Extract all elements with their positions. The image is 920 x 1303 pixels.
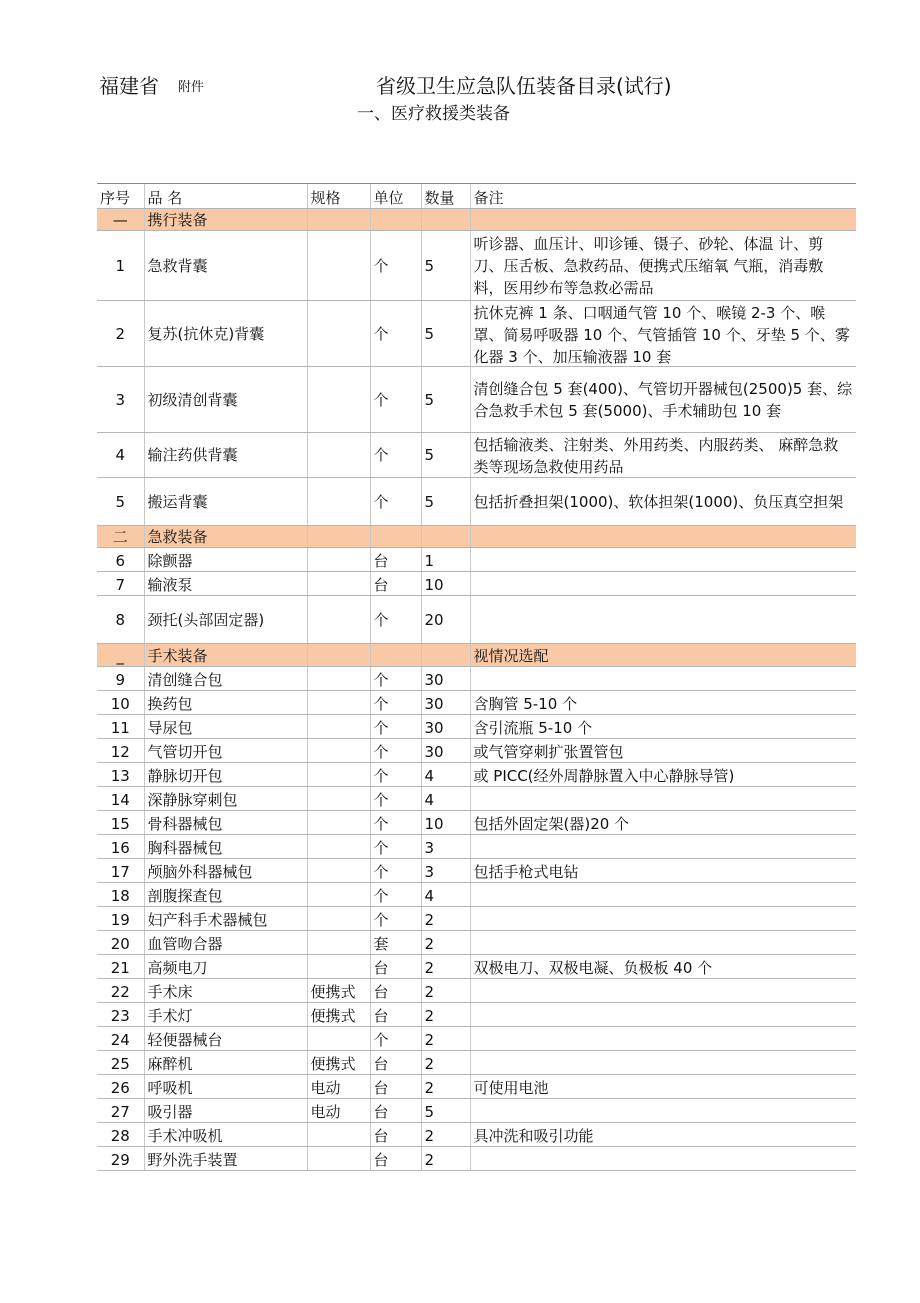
cell-note	[470, 526, 856, 548]
cell-spec: 电动	[307, 1099, 370, 1123]
cell-unit: 个	[370, 715, 421, 739]
cell-unit: 个	[370, 883, 421, 907]
table-row	[97, 811, 856, 835]
cell-note	[470, 433, 856, 478]
table-row	[97, 787, 856, 811]
cell-name: 搬运背囊	[144, 478, 307, 526]
cell-no: 11	[97, 715, 144, 739]
cell-name: 麻醉机	[144, 1051, 307, 1075]
cell-spec: 便携式	[307, 1051, 370, 1075]
cell-spec	[307, 478, 370, 526]
table-row	[97, 739, 856, 763]
cell-unit: 台	[370, 572, 421, 596]
cell-note	[470, 979, 856, 1003]
cell-spec	[307, 644, 370, 667]
column-header-note: 备注	[470, 184, 856, 209]
cell-note	[470, 209, 856, 231]
cell-qty: 2	[421, 1147, 470, 1171]
cell-name: 输液泵	[144, 572, 307, 596]
cell-spec	[307, 572, 370, 596]
cell-name: 气管切开包	[144, 739, 307, 763]
cell-spec	[307, 367, 370, 433]
cell-note	[470, 478, 856, 526]
cell-note: 含引流瓶 5-10 个	[470, 715, 856, 739]
cell-qty: 3	[421, 835, 470, 859]
cell-name: 颈托(头部固定器)	[144, 596, 307, 644]
cell-unit: 台	[370, 955, 421, 979]
cell-qty: 5	[421, 231, 470, 301]
cell-no: 8	[97, 596, 144, 644]
cell-no: 2	[97, 301, 144, 367]
cell-note	[470, 231, 856, 301]
column-header-spec: 规格	[307, 184, 370, 209]
table-row	[97, 478, 856, 526]
cell-unit: 个	[370, 1027, 421, 1051]
cell-spec: 便携式	[307, 979, 370, 1003]
cell-name: 轻便器械台	[144, 1027, 307, 1051]
cell-unit: 个	[370, 739, 421, 763]
cell-no: 3	[97, 367, 144, 433]
cell-no: 12	[97, 739, 144, 763]
cell-note	[470, 1027, 856, 1051]
cell-spec	[307, 691, 370, 715]
cell-note: 含胸管 5-10 个	[470, 691, 856, 715]
table-row	[97, 907, 856, 931]
cell-note	[470, 1003, 856, 1027]
cell-spec	[307, 931, 370, 955]
column-header-no: 序号	[97, 184, 144, 209]
cell-qty: 2	[421, 931, 470, 955]
cell-qty: 5	[421, 367, 470, 433]
cell-spec	[307, 667, 370, 691]
cell-no: 27	[97, 1099, 144, 1123]
table-row	[97, 1147, 856, 1171]
cell-spec	[307, 596, 370, 644]
cell-name: 急救装备	[144, 526, 307, 548]
cell-no: 10	[97, 691, 144, 715]
cell-note: 具冲洗和吸引功能	[470, 1123, 856, 1147]
cell-unit: 个	[370, 907, 421, 931]
cell-name: 急救背囊	[144, 231, 307, 301]
cell-qty: 2	[421, 1051, 470, 1075]
cell-qty: 2	[421, 955, 470, 979]
note-text: 包括折叠担架(1000)、软体担架(1000)、负压真空担架	[473, 492, 844, 511]
cell-name: 剖腹探查包	[144, 883, 307, 907]
cell-no: 23	[97, 1003, 144, 1027]
cell-note	[470, 367, 856, 433]
cell-spec	[307, 859, 370, 883]
column-header-qty: 数量	[421, 184, 470, 209]
cell-no: 17	[97, 859, 144, 883]
cell-unit	[370, 209, 421, 231]
cell-spec	[307, 835, 370, 859]
cell-name: 携行装备	[144, 209, 307, 231]
table-row	[97, 301, 856, 367]
cell-name: 手术装备	[144, 644, 307, 667]
cell-spec	[307, 739, 370, 763]
table-row	[97, 572, 856, 596]
cell-qty: 10	[421, 572, 470, 596]
cell-name: 呼吸机	[144, 1075, 307, 1099]
cell-spec	[307, 433, 370, 478]
cell-name: 野外洗手装置	[144, 1147, 307, 1171]
table-row	[97, 931, 856, 955]
note-text: 抗休克裤 1 条、口咽通气管 10 个、喉镜 2-3 个、喉罩、简易呼吸器 10 个、气管插管 10 个、牙垫 5 个、雾化器 3 个、加压输液器 10 套	[473, 303, 850, 366]
section-row	[97, 644, 856, 667]
cell-qty: 4	[421, 883, 470, 907]
cell-no: 二	[97, 526, 144, 548]
cell-no: —	[97, 209, 144, 231]
cell-note: 或 PICC(经外周静脉置入中心静脉导管)	[470, 763, 856, 787]
cell-note	[470, 572, 856, 596]
cell-qty: 2	[421, 1123, 470, 1147]
cell-qty: 5	[421, 433, 470, 478]
cell-name: 静脉切开包	[144, 763, 307, 787]
cell-note: 或气管穿刺扩张置管包	[470, 739, 856, 763]
cell-name: 胸科器械包	[144, 835, 307, 859]
cell-qty: 4	[421, 763, 470, 787]
cell-no: _	[97, 644, 144, 667]
table-row	[97, 433, 856, 478]
cell-name: 清创缝合包	[144, 667, 307, 691]
cell-unit: 个	[370, 478, 421, 526]
table-row	[97, 691, 856, 715]
cell-qty: 2	[421, 1075, 470, 1099]
cell-qty: 2	[421, 1003, 470, 1027]
cell-name: 血管吻合器	[144, 931, 307, 955]
table-row	[97, 548, 856, 572]
cell-note: 双极电刀、双极电凝、负极板 40 个	[470, 955, 856, 979]
cell-spec	[307, 787, 370, 811]
cell-spec	[307, 1123, 370, 1147]
cell-name: 手术床	[144, 979, 307, 1003]
cell-note: 可使用电池	[470, 1075, 856, 1099]
cell-no: 28	[97, 1123, 144, 1147]
cell-spec	[307, 763, 370, 787]
cell-unit: 个	[370, 859, 421, 883]
cell-qty: 10	[421, 811, 470, 835]
cell-name: 吸引器	[144, 1099, 307, 1123]
cell-unit: 个	[370, 231, 421, 301]
cell-note	[470, 907, 856, 931]
cell-unit: 套	[370, 931, 421, 955]
cell-no: 18	[97, 883, 144, 907]
table-row	[97, 231, 856, 301]
cell-unit: 个	[370, 835, 421, 859]
cell-name: 导尿包	[144, 715, 307, 739]
table-row	[97, 835, 856, 859]
cell-note	[470, 835, 856, 859]
cell-unit	[370, 644, 421, 667]
cell-spec	[307, 715, 370, 739]
cell-note: 包括手枪式电钻	[470, 859, 856, 883]
cell-unit: 台	[370, 548, 421, 572]
note-text: 清创缝合包 5 套(400)、气管切开器械包(2500)5 套、综合急救手术包 5 套(5000)、手术辅助包 10 套	[473, 379, 853, 420]
cell-note	[470, 931, 856, 955]
cell-no: 1	[97, 231, 144, 301]
section-subtitle: 一、医疗救援类装备	[357, 104, 510, 124]
table-row	[97, 1099, 856, 1123]
cell-unit: 台	[370, 1003, 421, 1027]
cell-spec: 便携式	[307, 1003, 370, 1027]
cell-name: 高频电刀	[144, 955, 307, 979]
section-row	[97, 209, 856, 231]
province-label: 福建省	[99, 74, 159, 98]
cell-note: 包括外固定架(器)20 个	[470, 811, 856, 835]
cell-unit: 个	[370, 763, 421, 787]
cell-note	[470, 596, 856, 644]
cell-unit: 个	[370, 691, 421, 715]
table-row	[97, 1003, 856, 1027]
cell-note: 视情况选配	[470, 644, 856, 667]
table-row	[97, 859, 856, 883]
table-row	[97, 883, 856, 907]
table-row	[97, 763, 856, 787]
table-row	[97, 667, 856, 691]
cell-name: 换药包	[144, 691, 307, 715]
cell-qty: 20	[421, 596, 470, 644]
cell-unit	[370, 526, 421, 548]
cell-qty: 1	[421, 548, 470, 572]
cell-spec	[307, 231, 370, 301]
cell-unit: 台	[370, 1051, 421, 1075]
cell-name: 妇产科手术器械包	[144, 907, 307, 931]
equipment-table	[97, 183, 856, 1171]
cell-note	[470, 1051, 856, 1075]
cell-unit: 台	[370, 1075, 421, 1099]
cell-note	[470, 883, 856, 907]
cell-name: 深静脉穿刺包	[144, 787, 307, 811]
table-row	[97, 979, 856, 1003]
cell-spec	[307, 1147, 370, 1171]
cell-unit: 个	[370, 596, 421, 644]
cell-spec	[307, 883, 370, 907]
cell-unit: 台	[370, 1147, 421, 1171]
cell-spec	[307, 301, 370, 367]
cell-no: 24	[97, 1027, 144, 1051]
table-row	[97, 1123, 856, 1147]
cell-qty: 30	[421, 667, 470, 691]
cell-qty: 2	[421, 979, 470, 1003]
cell-spec	[307, 209, 370, 231]
cell-name: 手术灯	[144, 1003, 307, 1027]
cell-unit: 台	[370, 1099, 421, 1123]
cell-unit: 台	[370, 1123, 421, 1147]
column-header-unit: 单位	[370, 184, 421, 209]
section-row	[97, 526, 856, 548]
column-header-name: 品 名	[144, 184, 307, 209]
cell-no: 5	[97, 478, 144, 526]
cell-spec	[307, 955, 370, 979]
cell-unit: 个	[370, 367, 421, 433]
cell-no: 19	[97, 907, 144, 931]
table-row	[97, 955, 856, 979]
cell-name: 输注药供背囊	[144, 433, 307, 478]
note-text: 包括输液类、注射类、外用药类、内服药类、 麻醉急救类等现场急救使用药品	[473, 435, 839, 476]
cell-spec	[307, 548, 370, 572]
cell-qty: 2	[421, 1027, 470, 1051]
cell-note	[470, 301, 856, 367]
cell-no: 21	[97, 955, 144, 979]
cell-note	[470, 548, 856, 572]
cell-unit: 台	[370, 979, 421, 1003]
attachment-label: 附件	[178, 80, 205, 95]
cell-qty	[421, 644, 470, 667]
cell-qty: 5	[421, 1099, 470, 1123]
cell-name: 除颤器	[144, 548, 307, 572]
cell-qty	[421, 209, 470, 231]
cell-note	[470, 787, 856, 811]
cell-no: 15	[97, 811, 144, 835]
cell-no: 20	[97, 931, 144, 955]
cell-qty: 30	[421, 715, 470, 739]
cell-name: 骨科器械包	[144, 811, 307, 835]
table-row	[97, 596, 856, 644]
cell-qty: 5	[421, 478, 470, 526]
cell-no: 29	[97, 1147, 144, 1171]
page-title: 省级卫生应急队伍装备目录(试行)	[376, 74, 672, 98]
cell-spec	[307, 1027, 370, 1051]
cell-no: 26	[97, 1075, 144, 1099]
cell-spec	[307, 907, 370, 931]
cell-name: 初级清创背囊	[144, 367, 307, 433]
cell-no: 25	[97, 1051, 144, 1075]
cell-unit: 个	[370, 667, 421, 691]
cell-name: 颅脑外科器械包	[144, 859, 307, 883]
cell-note	[470, 667, 856, 691]
cell-spec	[307, 811, 370, 835]
cell-name: 复苏(抗休克)背囊	[144, 301, 307, 367]
cell-qty: 4	[421, 787, 470, 811]
cell-unit: 个	[370, 433, 421, 478]
cell-no: 16	[97, 835, 144, 859]
cell-qty: 5	[421, 301, 470, 367]
cell-name: 手术冲吸机	[144, 1123, 307, 1147]
table-row	[97, 1027, 856, 1051]
cell-qty: 2	[421, 907, 470, 931]
cell-note	[470, 1147, 856, 1171]
table-row	[97, 1051, 856, 1075]
table-row	[97, 367, 856, 433]
cell-qty: 3	[421, 859, 470, 883]
cell-no: 4	[97, 433, 144, 478]
note-text: 听诊器、血压计、叩诊锤、镊子、砂轮、体温 计、剪刀、压舌板、急救药品、便携式压缩氧 气瓶，消毒敷料，医用纱布等急救必需品	[473, 234, 824, 297]
table-header-row	[97, 184, 856, 209]
cell-unit: 个	[370, 787, 421, 811]
cell-no: 6	[97, 548, 144, 572]
cell-qty: 30	[421, 691, 470, 715]
cell-qty	[421, 526, 470, 548]
cell-no: 7	[97, 572, 144, 596]
cell-spec	[307, 526, 370, 548]
cell-spec: 电动	[307, 1075, 370, 1099]
cell-unit: 个	[370, 301, 421, 367]
cell-qty: 30	[421, 739, 470, 763]
cell-no: 14	[97, 787, 144, 811]
cell-no: 9	[97, 667, 144, 691]
table-row	[97, 1075, 856, 1099]
table-row	[97, 715, 856, 739]
cell-no: 13	[97, 763, 144, 787]
cell-unit: 个	[370, 811, 421, 835]
cell-no: 22	[97, 979, 144, 1003]
cell-note	[470, 1099, 856, 1123]
